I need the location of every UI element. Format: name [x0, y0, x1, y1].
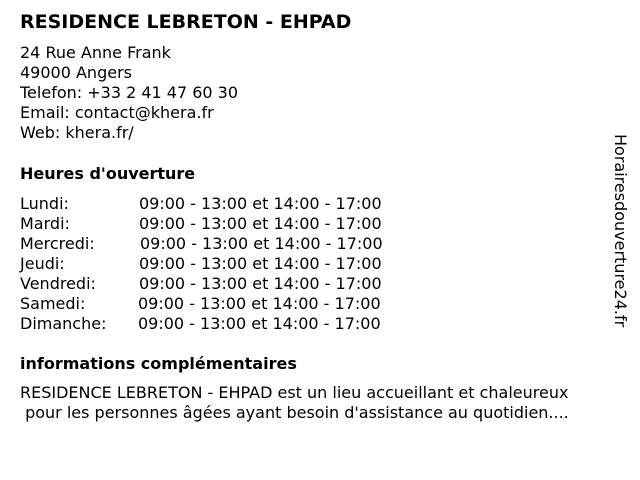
time-value: 09:00 - 13:00 et 14:00 - 17:00 — [140, 234, 383, 253]
day-label: Jeudi: — [20, 254, 65, 273]
day-label: Mardi: — [20, 214, 70, 233]
address-phone: Telefon: +33 2 41 47 60 30 — [20, 83, 239, 102]
address-web: Web: khera.fr/ — [20, 123, 134, 142]
day-label: Vendredi: — [20, 274, 96, 293]
day-label: Mercredi: — [20, 234, 95, 253]
time-value: 09:00 - 13:00 et 14:00 - 17:00 — [138, 314, 381, 333]
time-value: 09:00 - 13:00 et 14:00 - 17:00 — [138, 294, 381, 313]
time-value: 09:00 - 13:00 et 14:00 - 17:00 — [139, 214, 382, 233]
day-label: Samedi: — [20, 294, 86, 313]
info-description — [20, 383, 630, 423]
day-label: Dimanche: — [20, 314, 107, 333]
time-value: 09:00 - 13:00 et 14:00 - 17:00 — [139, 254, 382, 273]
time-value: 09:00 - 13:00 et 14:00 - 17:00 — [139, 274, 382, 293]
address-email: Email: contact@khera.fr — [20, 103, 214, 122]
day-label: Lundi: — [20, 194, 69, 213]
address-block — [20, 43, 238, 143]
address-city: 49000 Angers — [20, 63, 132, 82]
time-value: 09:00 - 13:00 et 14:00 - 17:00 — [139, 194, 382, 213]
address-street: 24 Rue Anne Frank — [20, 43, 171, 62]
info-heading: informations complémentaires — [20, 354, 297, 373]
site-watermark: Horairesdouverture24.fr — [611, 134, 630, 328]
hours-heading: Heures d'ouverture — [20, 164, 196, 183]
page-title: RESIDENCE LEBRETON - EHPAD — [20, 11, 352, 33]
info-line-1: RESIDENCE LEBRETON - EHPAD est un lieu accueillant et chaleureux — [20, 383, 569, 402]
info-line-2: pour les personnes âgées ayant besoin d'assistance au quotidien.... — [20, 403, 569, 422]
